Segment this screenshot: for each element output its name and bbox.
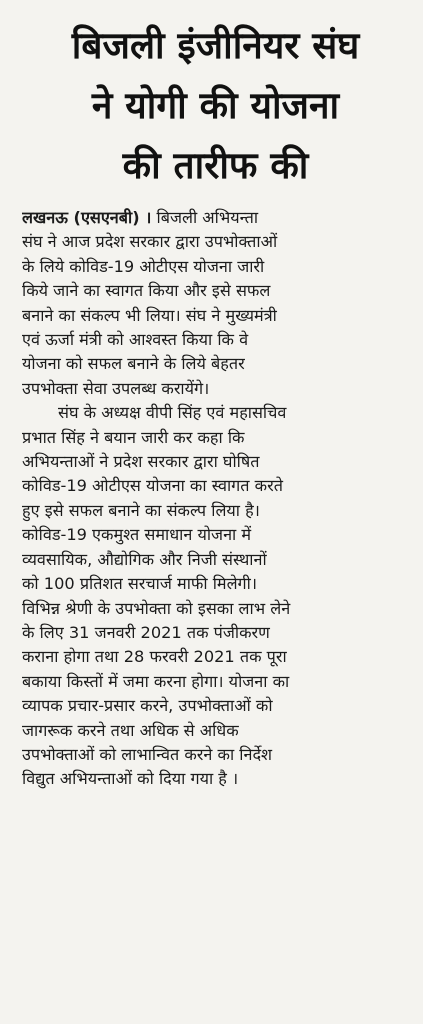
headline <box>22 16 409 196</box>
paragraph-line: व्यापक प्रचार-प्रसार करने, उपभोक्ताओं को <box>22 696 273 716</box>
paragraph-line: कोविड-19 एकमुश्त समाधान योजना में <box>22 525 252 545</box>
headline-line: बिजली इंजीनियर संघ <box>71 24 360 67</box>
paragraph-line: को 100 प्रतिशत सरचार्ज माफी मिलेगी। <box>22 574 257 594</box>
headline-line: की तारीफ की <box>122 144 309 187</box>
dateline: लखनऊ (एसएनबी) । <box>22 208 152 227</box>
paragraph-2 <box>22 401 409 792</box>
paragraph-line: किये जाने का स्वागत किया और इसे सफल <box>22 281 271 301</box>
paragraph-line: प्रभात सिंह ने बयान जारी कर कहा कि <box>22 427 245 447</box>
paragraph-line: बकाया किस्तों में जमा करना होगा। योजना का <box>22 671 290 691</box>
paragraph-line: के लिये कोविड-19 ओटीएस योजना जारी <box>22 256 265 276</box>
paragraph-line: बनाने का संकल्प भी लिया। संघ ने मुख्यमंत्री <box>22 305 277 325</box>
headline-line: ने योगी की योजना <box>91 84 340 127</box>
paragraph-line: उपभोक्ता सेवा उपलब्ध करायेंगे। <box>22 378 210 398</box>
paragraph-line: विभिन्न श्रेणी के उपभोक्ता को इसका लाभ लेने <box>22 598 291 618</box>
paragraph-line: उपभोक्ताओं को लाभान्वित करने का निर्देश <box>22 744 273 764</box>
paragraph-text: बिजली अभियन्ता <box>151 208 259 227</box>
paragraph-line: कराना होगा तथा 28 फरवरी 2021 तक पूरा <box>22 647 287 667</box>
paragraph-line: व्यवसायिक, औद्योगिक और निजी संस्थानों <box>22 549 267 569</box>
paragraph-1 <box>22 206 409 401</box>
paragraph-line: संघ ने आज प्रदेश सरकार द्वारा उपभोक्ताओं <box>22 232 278 252</box>
paragraph-line: एवं ऊर्जा मंत्री को आश्वस्त किया कि वे <box>22 330 249 350</box>
paragraph-line: हुए इसे सफल बनाने का संकल्प लिया है। <box>22 500 260 520</box>
paragraph-line: जागरूक करने तथा अधिक से अधिक <box>22 720 239 740</box>
paragraph-line: विद्युत अभियन्ताओं को दिया गया है । <box>22 769 239 789</box>
paragraph-line <box>22 206 409 230</box>
paragraph-line: कोविड-19 ओटीएस योजना का स्वागत करते <box>22 476 283 496</box>
paragraph-line: अभियन्ताओं ने प्रदेश सरकार द्वारा घोषित <box>22 452 260 472</box>
paragraph-line: योजना को सफल बनाने के लिये बेहतर <box>22 354 245 374</box>
paragraph-line: के लिए 31 जनवरी 2021 तक पंजीकरण <box>22 622 270 642</box>
paragraph-line: संघ के अध्यक्ष वीपी सिंह एवं महासचिव <box>58 403 287 423</box>
